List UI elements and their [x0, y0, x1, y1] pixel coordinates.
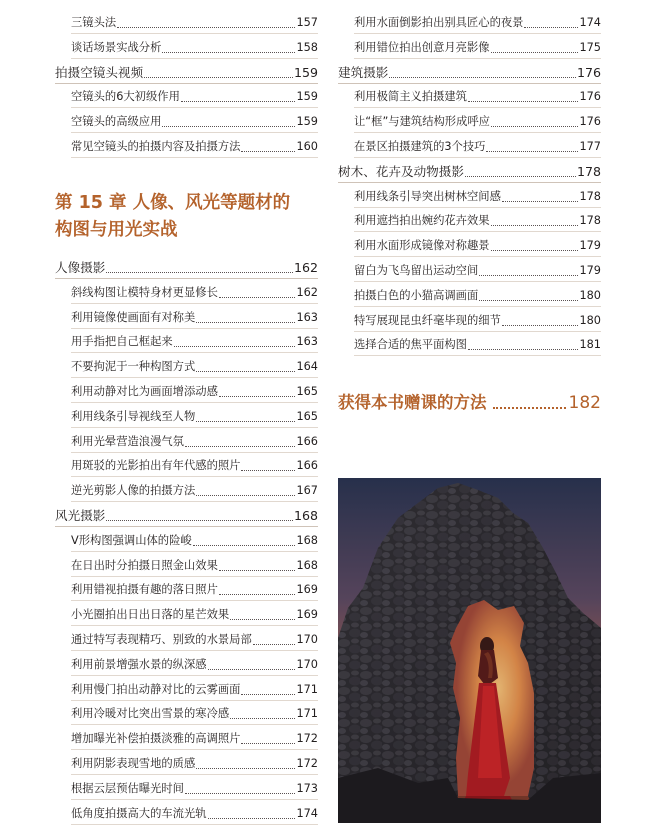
toc-entry-title: 拍摄空镜头视频 [55, 64, 144, 80]
toc-entry [71, 555, 318, 577]
toc-entry-page: 175 [579, 40, 601, 54]
dot-leader [241, 470, 295, 471]
toc-entry-page: 159 [296, 90, 318, 104]
dot-leader [208, 669, 296, 670]
toc-entry [71, 703, 318, 725]
toc-entry-page: 176 [579, 115, 601, 129]
toc-entry [71, 431, 318, 453]
toc-entry [354, 37, 601, 59]
toc-entry [354, 136, 601, 158]
toc-entry-title: 空镜头的6大初级作用 [71, 90, 180, 104]
toc-entry-title: 利用前景增强水景的纵深感 [71, 657, 207, 671]
toc-entry-page: 176 [579, 90, 601, 104]
toc-section-entry [55, 257, 318, 279]
dot-leader [241, 151, 295, 152]
toc-entry [71, 728, 318, 750]
toc-entry-title: 利用阴影表现雪地的质感 [71, 757, 196, 770]
toc-entry [71, 111, 318, 133]
toc-entry [71, 356, 318, 378]
toc-entry-page: 157 [296, 16, 318, 29]
toc-entry [71, 753, 318, 775]
toc-entry [354, 235, 601, 257]
chapter-title-line2: 构图与用光实战 [55, 220, 178, 240]
toc-entry [71, 480, 318, 502]
woman-in-red-dress-in-stone-arch-photo [338, 478, 601, 823]
toc-entry-title: 利用错视拍摄有趣的落日照片 [71, 583, 218, 597]
toc-entry-page: 168 [296, 533, 318, 547]
toc-entry-page: 164 [296, 360, 318, 374]
toc-entry [354, 310, 601, 332]
dot-leader [389, 77, 576, 78]
toc-entry-page: 169 [296, 583, 318, 597]
toc-entry [354, 111, 601, 133]
toc-entry-page: 167 [296, 484, 318, 498]
dot-leader [196, 322, 295, 323]
dot-leader [253, 644, 296, 645]
toc-entry-title: 利用慢门拍出动静对比的云雾画面 [71, 682, 241, 696]
dot-leader [493, 407, 566, 409]
toc-entry-title: 利用镜像使画面有对称美 [71, 310, 196, 324]
dot-leader [181, 101, 296, 102]
toc-entry-page: 173 [296, 781, 318, 795]
dot-leader [219, 297, 296, 298]
toc-entry [71, 282, 318, 304]
dot-leader [479, 275, 578, 276]
toc-entry-title: 树木、花卉及动物摄影 [338, 163, 464, 179]
toc-entry [71, 12, 318, 34]
toc-entry-title: V形构图强调山体的险峻 [71, 533, 192, 547]
toc-entry-title: 让“框”与建筑结构形成呼应 [354, 115, 490, 129]
toc-entry-page: 177 [579, 140, 601, 153]
toc-entry-page: 168 [293, 508, 318, 523]
dot-leader [465, 176, 576, 177]
toc-entry-page: 160 [296, 140, 318, 153]
toc-entry [354, 285, 601, 307]
toc-entry-page: 180 [579, 313, 601, 327]
toc-entry [71, 530, 318, 552]
toc-entry-title: 利用水面形成镜像对称趣景 [354, 239, 490, 253]
toc-entry-page: 158 [296, 40, 318, 54]
toc-entry-title: 特写展现昆虫纤毫毕现的细节 [354, 313, 501, 327]
toc-entry [71, 778, 318, 800]
toc-entry-page: 162 [296, 285, 318, 299]
toc-entry-page: 174 [579, 16, 601, 29]
toc-entry [71, 455, 318, 477]
toc-entry-title: 常见空镜头的拍摄内容及拍摄方法 [71, 140, 241, 153]
dot-leader [502, 201, 579, 202]
toc-entry [71, 331, 318, 353]
dot-leader [479, 300, 578, 301]
toc-entry-page: 169 [296, 608, 318, 622]
dot-leader [491, 52, 579, 53]
toc-entry-page: 165 [296, 385, 318, 398]
toc-entry-title: 三镜头法 [71, 16, 117, 29]
toc-entry-title: 利用线条引导突出树林空间感 [354, 189, 501, 203]
toc-entry-title: 拍摄白色的小猫高调画面 [354, 288, 479, 302]
dot-leader [230, 718, 295, 719]
toc-entry-title: 增加曝光补偿拍摄淡雅的高调照片 [71, 732, 241, 746]
dot-leader [174, 346, 296, 347]
toc-entry [71, 381, 318, 403]
toc-entry [354, 210, 601, 232]
toc-section-entry [55, 505, 318, 527]
toc-entry-title: 建筑摄影 [338, 64, 389, 80]
dot-leader [524, 27, 578, 28]
dot-leader [162, 126, 295, 127]
toc-entry-title: 在景区拍摄建筑的3个技巧 [354, 140, 486, 153]
toc-entry-page: 180 [579, 288, 601, 302]
toc-entry-page: 165 [296, 409, 318, 423]
toc-entry-page: 162 [293, 260, 318, 275]
toc-entry-page: 159 [293, 64, 318, 80]
toc-entry-page: 179 [579, 239, 601, 253]
toc-entry [71, 86, 318, 108]
dot-leader [486, 151, 578, 152]
toc-entry-title: 利用光晕营造浪漫气氛 [71, 434, 184, 448]
toc-entry-page: 170 [296, 633, 318, 646]
toc-entry-page: 176 [576, 64, 601, 80]
dot-leader [468, 101, 578, 102]
dot-leader [185, 446, 295, 447]
toc-entry-page: 172 [296, 732, 318, 746]
dot-leader [193, 545, 296, 546]
toc-entry-page: 166 [296, 434, 318, 448]
dot-leader [219, 396, 296, 397]
toc-entry-title: 低角度拍摄高大的车流光轨 [71, 806, 207, 820]
toc-entry-page: 181 [579, 338, 601, 352]
toc-entry-title: 在日出时分拍摄日照金山效果 [71, 558, 218, 572]
toc-entry-page: 171 [296, 682, 318, 696]
toc-entry-title: 利用遮挡拍出婉约花卉效果 [354, 214, 490, 228]
dot-leader [491, 250, 579, 251]
dot-leader [106, 272, 293, 273]
toc-entry-title: 利用极简主义拍摄建筑 [354, 90, 467, 104]
dot-leader [502, 325, 579, 326]
toc-entry [354, 12, 601, 34]
toc-entry [71, 136, 318, 158]
toc-entry-title: 利用线条引导视线至人物 [71, 409, 196, 423]
toc-entry-title: 根据云层预估曝光时间 [71, 781, 184, 795]
toc-entry [354, 186, 601, 208]
gift-course-entry [338, 387, 601, 413]
toc-section-entry [338, 161, 601, 183]
toc-entry-page: 170 [296, 657, 318, 671]
toc-entry-page: 171 [296, 707, 318, 721]
toc-entry-title: 人像摄影 [55, 260, 106, 275]
gift-course-page: 182 [568, 393, 601, 413]
dot-leader [185, 793, 295, 794]
toc-entry-page: 174 [296, 806, 318, 820]
toc-entry-title: 风光摄影 [55, 508, 106, 523]
toc-entry-title: 选择合适的焦平面构图 [354, 338, 467, 352]
dot-leader [230, 619, 295, 620]
toc-entry-page: 172 [296, 757, 318, 770]
dot-leader [219, 594, 296, 595]
toc-entry-page: 163 [296, 335, 318, 349]
toc-entry [71, 604, 318, 626]
dot-leader [144, 77, 293, 78]
toc-entry-title: 利用水面倒影拍出别具匠心的夜景 [354, 16, 524, 29]
toc-entry-page: 168 [296, 558, 318, 572]
toc-entry [71, 803, 318, 825]
toc-entry-page: 166 [296, 459, 318, 473]
toc-entry-page: 163 [296, 310, 318, 324]
toc-entry-title: 利用冷暖对比突出雪景的寒冷感 [71, 707, 230, 721]
toc-entry [71, 654, 318, 676]
toc-entry [71, 629, 318, 651]
dot-leader [208, 818, 296, 819]
toc-entry-title: 斜线构图让模特身材更显修长 [71, 285, 218, 299]
dot-leader [219, 570, 296, 571]
dot-leader [491, 126, 578, 127]
toc-entry-title: 不要拘泥于一种构图方式 [71, 360, 196, 374]
toc-entry-page: 159 [296, 115, 318, 129]
toc-entry [71, 37, 318, 59]
toc-entry [71, 406, 318, 428]
toc-entry-title: 用斑驳的光影拍出有年代感的照片 [71, 459, 241, 473]
toc-entry-title: 空镜头的高级应用 [71, 115, 162, 129]
toc-entry [354, 260, 601, 282]
toc-entry-title: 利用动静对比为画面增添动感 [71, 385, 218, 398]
dot-leader [241, 694, 295, 695]
toc-entry-page: 179 [579, 264, 601, 277]
dot-leader [241, 743, 295, 744]
toc-entry-title: 谈话场景实战分析 [71, 40, 162, 54]
toc-section-entry [55, 62, 318, 84]
dot-leader [106, 520, 293, 521]
chapter-title [55, 190, 318, 244]
toc-entry-title: 逆光剪影人像的拍摄方法 [71, 484, 196, 498]
gift-course-title: 获得本书赠课的方法 [338, 393, 487, 412]
toc-section-entry [338, 62, 601, 84]
dot-leader [196, 768, 295, 769]
dot-leader [196, 495, 295, 496]
toc-entry [71, 307, 318, 329]
toc-entry-title: 用手指把自己框起来 [71, 335, 173, 349]
dot-leader [468, 349, 578, 350]
toc-entry [354, 86, 601, 108]
dot-leader [196, 421, 295, 422]
toc-entry [71, 579, 318, 601]
toc-entry-page: 178 [576, 163, 601, 179]
dot-leader [491, 225, 579, 226]
dot-leader [196, 371, 295, 372]
toc-entry [354, 334, 601, 356]
toc-entry-title: 利用错位拍出创意月亮影像 [354, 40, 490, 54]
toc-entry-title: 通过特写表现精巧、别致的水景局部 [71, 633, 252, 646]
toc-entry-title: 小光圈拍出日出日落的星芒效果 [71, 608, 230, 622]
dot-leader [117, 27, 295, 28]
toc-entry-page: 178 [579, 214, 601, 228]
toc-entry-title: 留白为飞鸟留出运动空间 [354, 264, 479, 277]
toc-entry-page: 178 [579, 189, 601, 203]
toc-entry [71, 679, 318, 701]
dot-leader [162, 52, 295, 53]
chapter-title-line1: 第 15 章 人像、风光等题材的 [55, 193, 291, 213]
